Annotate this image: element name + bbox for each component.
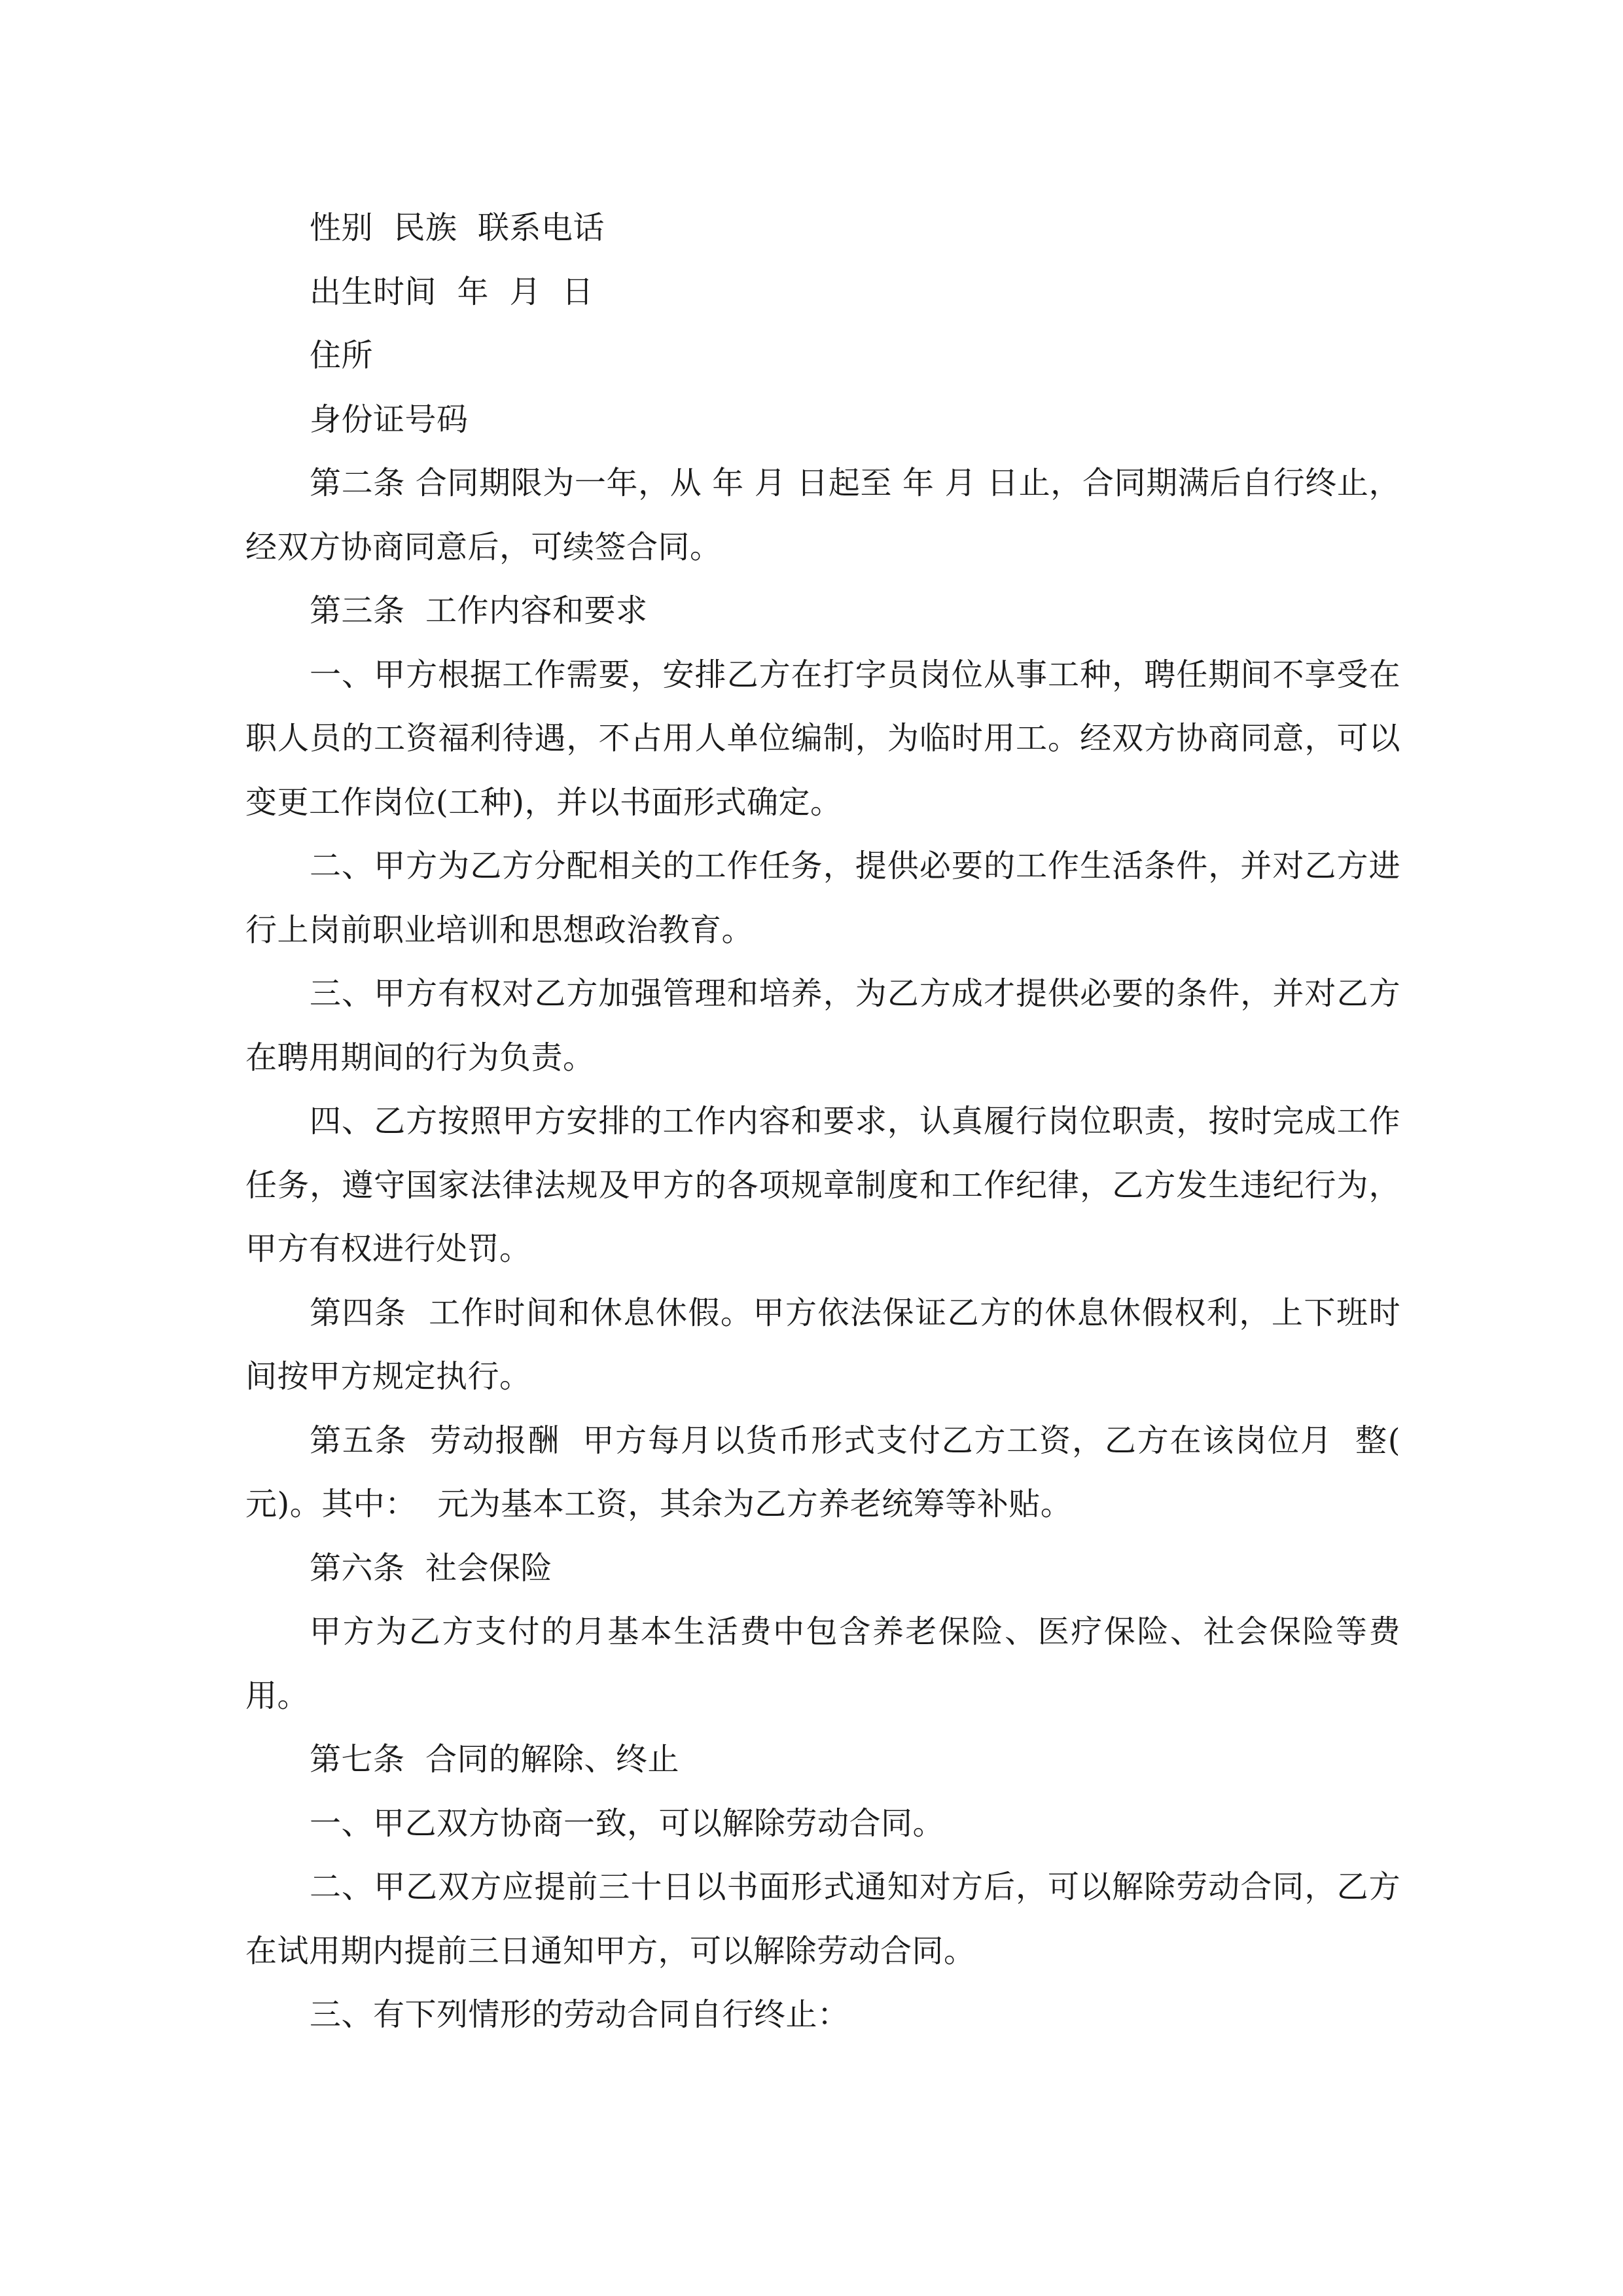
article-3-heading: 第三条 工作内容和要求 [310,592,648,629]
article-7-heading: 第七条 合同的解除、终止 [310,1741,680,1778]
article-3-item-3: 三、甲方有权对乙方加强管理和培养，为乙方成才提供必要的条件，并对乙方在聘用期间的行为负责。 [245,975,1400,1076]
article-6-body: 甲方为乙方支付的月基本生活费中包含养老保险、医疗保险、社会保险等费用。 [245,1613,1400,1714]
article-6-heading: 第六条 社会保险 [310,1549,553,1587]
field-gender-ethnicity-phone: 性别 民族 联系电话 [310,209,605,246]
article-4-working-hours: 第四条 工作时间和休息休假。甲方依法保证乙方的休息休假权利，上下班时间按甲方规定执行。 [245,1294,1400,1395]
article-5-remuneration: 第五条 劳动报酬 甲方每月以货币形式支付乙方工资，乙方在该岗位月 整( 元)。其中： 元为基本工资，其余为乙方养老统筹等补贴。 [245,1422,1421,1522]
contract-body [245,196,1421,2047]
article-7-item-3: 三、有下列情形的劳动合同自行终止： [310,1996,849,2033]
article-3-item-4: 四、乙方按照甲方安排的工作内容和要求，认真履行岗位职责，按时完成工作任务，遵守国家法律法规及甲方的各项规章制度和工作纪律，乙方发生违纪行为，甲方有权进行处罚。 [245,1103,1400,1267]
article-7-item-2: 二、甲乙双方应提前三十日以书面形式通知对方后，可以解除劳动合同，乙方在试用期内提前三日通知甲方，可以解除劳动合同。 [245,1869,1400,1969]
article-7-item-1: 一、甲乙双方协商一致，可以解除劳动合同。 [310,1804,945,1842]
field-birth-date: 出生时间 年 月 日 [310,273,594,310]
field-id-number: 身份证号码 [310,401,469,438]
article-3-item-2: 二、甲方为乙方分配相关的工作任务，提供必要的工作生活条件，并对乙方进行上岗前职业培训和思想政治教育。 [245,848,1400,948]
article-2-contract-term: 第二条 合同期限为一年，从 年 月 日起至 年 月 日止，合同期满后自行终止，经双方协商同意后，可续签合同。 [245,465,1400,565]
article-3-item-1: 一、甲方根据工作需要，安排乙方在打字员岗位从事工种，聘任期间不享受在职人员的工资福利待遇，不占用人单位编制，为临时用工。经双方协商同意，可以变更工作岗位(工种)，并以书面形式确定。 [245,656,1400,821]
field-address: 住所 [310,337,374,374]
